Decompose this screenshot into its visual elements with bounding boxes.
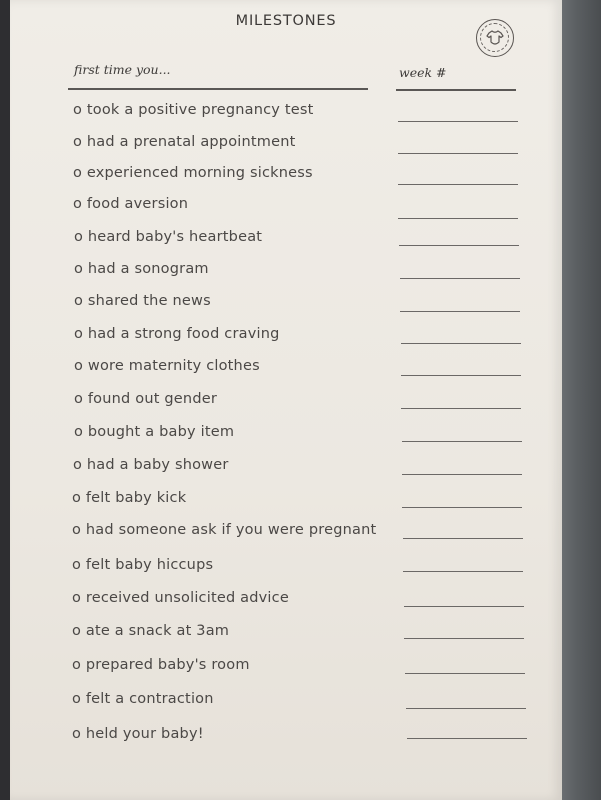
- milestone-label: o felt baby kick: [72, 490, 187, 506]
- milestone-label: o had a sonogram: [74, 261, 209, 277]
- week-entry-line[interactable]: [400, 278, 520, 279]
- week-entry-line[interactable]: [402, 474, 522, 475]
- milestone-label: o had a prenatal appointment: [73, 134, 296, 150]
- header-rule-right: [396, 89, 516, 91]
- milestone-row: [10, 457, 562, 483]
- week-entry-line[interactable]: [405, 673, 525, 674]
- week-entry-line[interactable]: [398, 153, 518, 154]
- week-entry-line[interactable]: [399, 245, 519, 246]
- milestone-label: o bought a baby item: [74, 424, 235, 440]
- header-rule-left: [68, 88, 368, 90]
- milestone-row: [10, 490, 562, 516]
- milestone-label: o experienced morning sickness: [73, 165, 313, 181]
- week-entry-line[interactable]: [401, 343, 521, 344]
- milestone-label: o prepared baby's room: [72, 657, 250, 673]
- onesie-glyph: [486, 29, 504, 47]
- milestone-label: o food aversion: [73, 196, 189, 212]
- week-entry-line[interactable]: [400, 311, 520, 312]
- first-time-header: first time you...: [74, 62, 171, 77]
- milestone-label: o received unsolicited advice: [72, 590, 289, 606]
- milestone-row: [10, 691, 562, 717]
- milestone-row: [10, 261, 562, 287]
- milestone-row: [10, 657, 562, 683]
- week-entry-line[interactable]: [402, 441, 522, 442]
- milestone-label: o had a baby shower: [73, 457, 229, 473]
- milestone-row: [10, 623, 562, 649]
- week-entry-line[interactable]: [403, 571, 523, 572]
- week-entry-line[interactable]: [398, 218, 518, 219]
- milestone-label: o wore maternity clothes: [74, 358, 260, 374]
- week-entry-line[interactable]: [398, 184, 518, 185]
- milestone-row: [10, 134, 562, 160]
- page-title: MILESTONES: [235, 13, 337, 29]
- week-number-header: week #: [399, 65, 447, 80]
- milestone-label: o felt a contraction: [72, 691, 214, 707]
- milestone-row: [10, 522, 562, 548]
- book-binding-edge: [0, 0, 10, 800]
- milestone-label: o had someone ask if you were pregnant: [72, 522, 377, 538]
- milestone-label: o took a positive pregnancy test: [73, 102, 314, 118]
- milestone-row: [10, 590, 562, 616]
- week-entry-line[interactable]: [401, 375, 521, 376]
- milestone-row: [10, 358, 562, 384]
- week-entry-line[interactable]: [403, 538, 523, 539]
- milestone-label: o found out gender: [74, 391, 218, 407]
- week-entry-line[interactable]: [406, 708, 526, 709]
- milestone-row: [10, 229, 562, 255]
- milestone-row: [10, 424, 562, 450]
- milestone-label: o heard baby's heartbeat: [74, 229, 263, 245]
- milestone-row: [10, 391, 562, 417]
- milestone-label: o held your baby!: [72, 726, 204, 742]
- journal-page: [10, 0, 562, 800]
- milestone-label: o felt baby hiccups: [72, 557, 214, 573]
- milestone-label: o shared the news: [74, 293, 211, 309]
- week-entry-line[interactable]: [398, 121, 518, 122]
- week-entry-line[interactable]: [404, 606, 524, 607]
- milestone-row: [10, 196, 562, 222]
- baby-onesie-icon: [476, 19, 514, 57]
- milestone-row: [10, 726, 562, 752]
- milestone-row: [10, 326, 562, 352]
- week-entry-line[interactable]: [404, 638, 524, 639]
- milestone-label: o had a strong food craving: [74, 326, 280, 342]
- week-entry-line[interactable]: [402, 507, 522, 508]
- week-entry-line[interactable]: [401, 408, 521, 409]
- milestone-row: [10, 557, 562, 583]
- milestone-row: [10, 102, 562, 128]
- milestone-label: o ate a snack at 3am: [72, 623, 230, 639]
- milestone-row: [10, 293, 562, 319]
- milestone-row: [10, 165, 562, 191]
- book-cover-edge: [560, 0, 601, 800]
- week-entry-line[interactable]: [407, 738, 527, 739]
